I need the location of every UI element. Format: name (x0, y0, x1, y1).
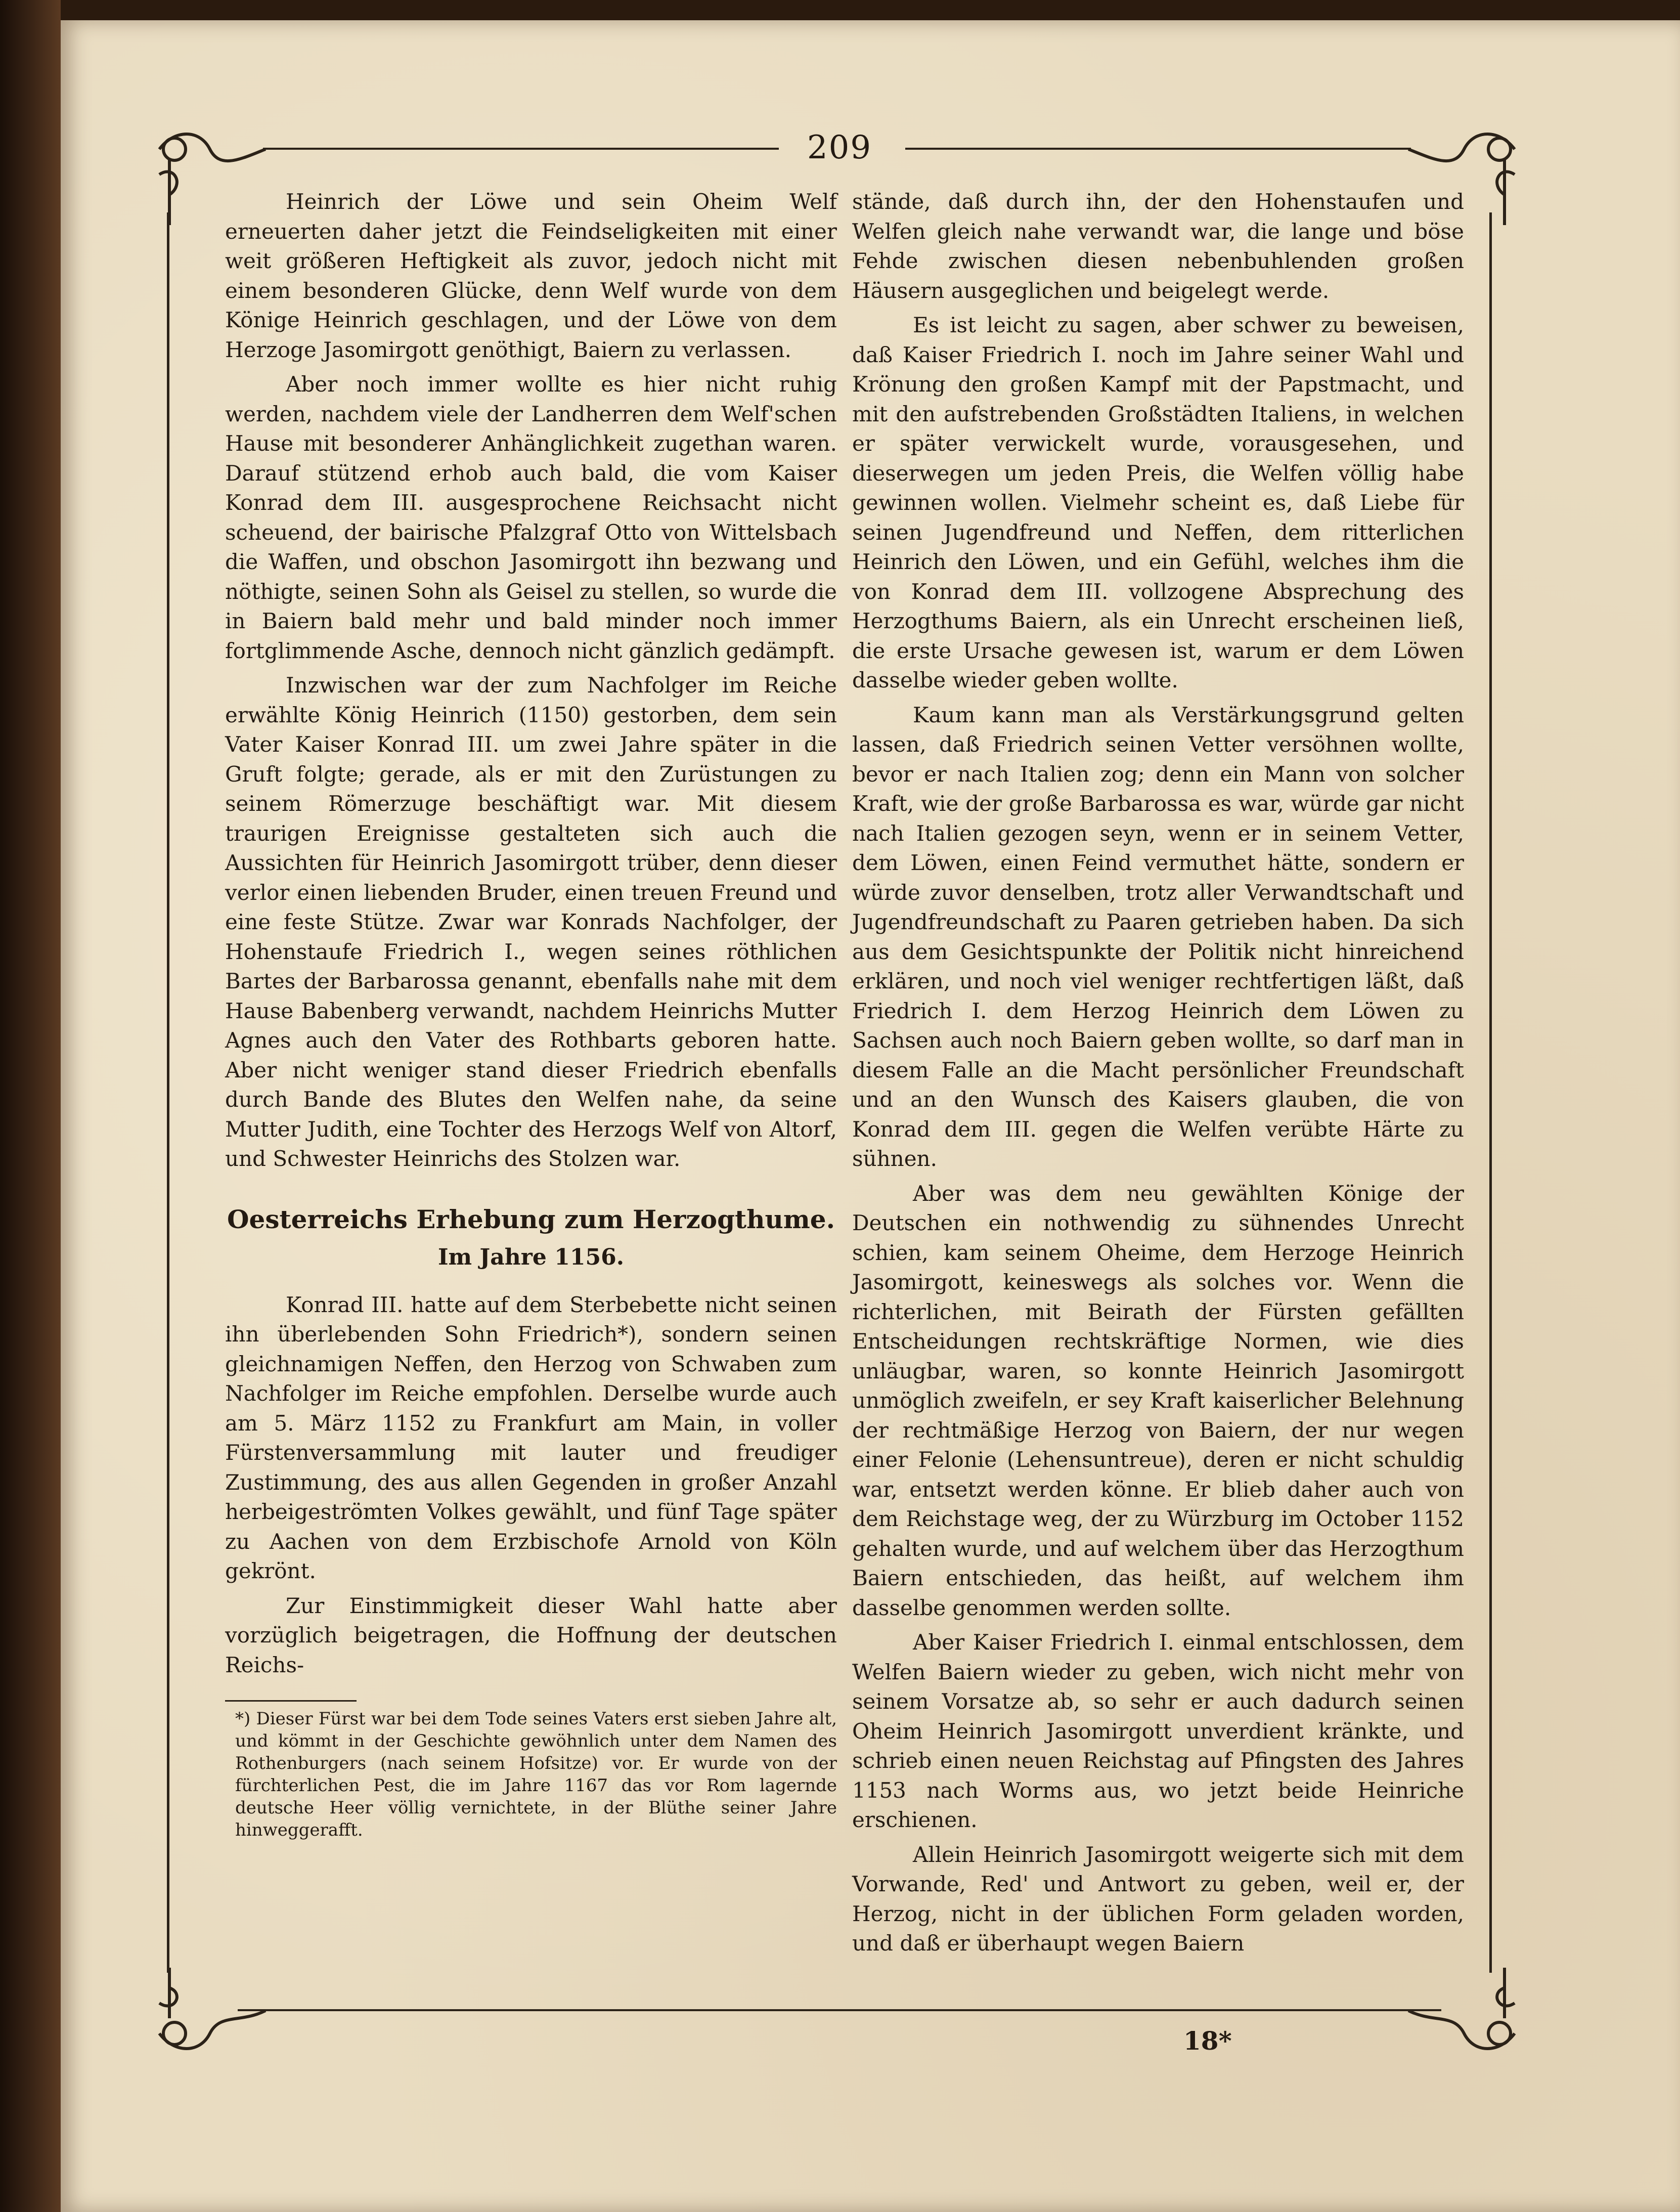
footnote-rule (225, 1700, 357, 1702)
right-paragraph-6: Allein Heinrich Jasomirgott weigerte sich mit dem Vorwande, Red' und Antwort zu geben, weil er, der Herzog, nicht in der üblichen Form geladen worden, und daß er überhaupt wegen Baiern (852, 1842, 1464, 1956)
page-number: 209 (807, 129, 872, 166)
left-paragraph-5: Zur Einstimmigkeit dieser Wahl hatte aber vorzüglich beigetragen, die Hoffnung der deutschen Reichs- (225, 1593, 837, 1677)
right-paragraph-3: Kaum kann man als Verstärkungsgrund gelten lassen, daß Friedrich seinen Vetter versöhnen wollte, bevor er nach Italien zog; denn ein Mann von solcher Kraft, wie der große Barbarossa es war, würde gar nicht nach Italien gezogen seyn, wenn er in seinem Vetter, dem Löwen, einen Feind vermuthet hätte, sondern er würde zuvor denselben, trotz aller Verwandtschaft und Jugendfreundschaft zu Paaren getrieben haben. Da sich aus dem Gesichtspunkte der Politik nicht hinreichend erklären, und noch viel weniger rechtfertigen läßt, daß Friedrich I. dem Herzog Heinrich dem Löwen zu Sachsen auch noch Baiern geben wollte, so darf man in diesem Falle an die Macht persönlicher Freundschaft und an den Wunsch des Kaisers glauben, die von Konrad dem III. gegen die Welfen verübte Härte zu sühnen. (852, 702, 1464, 1171)
left-paragraph-4: Konrad III. hatte auf dem Sterbebette nicht seinen ihn überlebenden Sohn Friedrich*), sondern seinen gleichnamigen Neffen, den Herzog von Schwaben zum Nachfolger im Reiche empfohlen. Derselbe wurde auch am 5. März 1152 zu Frankfurt am Main, in voller Fürstenversammlung mit lauter und freudiger Zustimmung, des aus allen Gegenden in großer Anzahl herbeigeströmten Volkes gewählt, und fünf Tage später zu Aachen von dem Erzbischofe Arnold von Köln gekrönt. (225, 1292, 837, 1583)
book-binding (0, 0, 61, 2212)
left-paragraph-3: Inzwischen war der zum Nachfolger im Reiche erwählte König Heinrich (1150) gestorben, dem sein Vater Kaiser Konrad III. um zwei Jahre später in die Gruft folgte; gerade, als er mit den Zurüstungen zu seinem Römerzuge beschäftigt war. Mit diesem traurigen Ereignisse gestalteten sich auch die Aussichten für Heinrich Jasomirgott trüber, denn dieser verlor einen liebenden Bruder, einen treuen Freund und eine feste Stütze. Zwar war Konrads Nachfolger, der Hohenstaufe Friedrich I., wegen seines röthlichen Bartes der Barbarossa genannt, ebenfalls nahe mit dem Hause Babenberg verwandt, nachdem Heinrichs Mutter Agnes auch den Vater des Rothbarts geboren hatte. Aber nicht weniger stand dieser Friedrich ebenfalls durch Bande des Blutes den Welfen nahe, da seine Mutter Judith, eine Tochter des Herzogs Welf von Altorf, und Schwester Heinrichs des Stolzen war. (225, 673, 837, 1171)
right-column (852, 187, 1464, 1964)
right-paragraph-2: Es ist leicht zu sagen, aber schwer zu beweisen, daß Kaiser Friedrich I. noch im Jahre seiner Wahl und Krönung den großen Kampf mit der Papstmacht, und mit den aufstrebenden Großstädten Italiens, in welchen er später verwickelt wurde, vorausgesehen, und dieserwegen um jeden Preis, die Welfen völlig habe gewinnen wollen. Vielmehr scheint es, daß Liebe für seinen Jugendfreund und Neffen, dem ritterlichen Heinrich den Löwen, und ein Gefühl, welches ihm die von Konrad dem III. vollzogene Absprechung des Herzogthums Baiern, als ein Unrecht erscheinen ließ, die erste Ursache gewesen ist, warum er dem Löwen dasselbe wieder geben wollte. (852, 313, 1464, 692)
frame-line-right (1489, 212, 1492, 1973)
right-paragraph-1: stände, daß durch ihn, der den Hohenstaufen und Welfen gleich nahe verwandt war, die lange und böse Fehde zwischen diesen nebenbuhlenden großen Häusern ausgeglichen und beigelegt werde. (852, 189, 1464, 303)
footer-rule-left (238, 2009, 1441, 2011)
left-column (225, 187, 837, 1841)
printer-signature: 18* (1183, 2026, 1232, 2056)
right-paragraph-4: Aber was dem neu gewählten Könige der Deutschen ein nothwendig zu sühnendes Unrecht schien, kam seinem Oheime, dem Herzoge Heinrich Jasomirgott, keineswegs als solches vor. Wenn die richterlichen, mit Beirath der Fürsten gefällten Entscheidungen rechtskräftige Normen, wie dies unläugbar, waren, so konnte Heinrich Jasomirgott unmöglich zweifeln, er sey Kraft kaiserlicher Belehnung der rechtmäßige Herzog von Baiern, der nur wegen einer Felonie (Lehensuntreue), deren er nicht schuldig war, entsetzt werden könne. Er blieb daher auch von dem Reichstage weg, der zu Würzburg im October 1152 gehalten wurde, und auf welchem über das Herzogthum Baiern entschieden, das heißt, auf welchem ihm dasselbe genommen werden sollte. (852, 1181, 1464, 1620)
scroll-ornament-bottom-right-icon (1403, 1963, 1520, 2054)
left-paragraph-1: Heinrich der Löwe und sein Oheim Welf erneuerten daher jetzt die Feindseligkeiten mit einer weit größeren Heftigkeit als zuvor, jedoch nicht mit einem besonderen Glücke, denn Welf wurde von dem Könige Heinrich geschlagen, und der Löwe von dem Herzoge Jasomirgott genöthigt, Baiern zu verlassen. (225, 189, 837, 362)
left-paragraph-2: Aber noch immer wollte es hier nicht ruhig werden, nachdem viele der Landherren dem Welf'schen Hause mit besonderer Anhänglichkeit zugethan waren. Darauf stützend erhob auch bald, die vom Kaiser Konrad dem III. ausgesprochene Reichsacht nicht scheuend, der bairische Pfalzgraf Otto von Wittelsbach die Waffen, und obschon Jasomirgott ihn bezwang und nöthigte, seinen Sohn als Geisel zu stellen, so wurde die in Baiern bald mehr und bald minder noch immer fortglimmende Asche, dennoch nicht gänzlich gedämpft. (225, 372, 837, 663)
section-title: Oesterreichs Erhebung zum Herzogthume. (227, 1204, 835, 1234)
header-rule-left (263, 148, 779, 150)
frame-line-left (167, 212, 169, 1973)
section-subtitle: Im Jahre 1156. (437, 1244, 625, 1270)
footnote: *) Dieser Fürst war bei dem Tode seines Vaters erst sieben Jahre alt, und kömmt in der Geschichte gewöhnlich unter dem Namen des Rothenburgers (nach seinem Hofsitze) vor. Er wurde von der fürchterlichen Pest, die im Jahre 1167 das vor Rom lagernde deutsche Heer völlig vernichtete, in der Blüthe seiner Jahre hinweggerafft. (235, 1709, 837, 1840)
header-rule-right (905, 148, 1411, 150)
right-paragraph-5: Aber Kaiser Friedrich I. einmal entschlossen, dem Welfen Baiern wieder zu geben, wich nicht mehr von seinem Vorsatze ab, so sehr er auch dadurch seinen Oheim Heinrich Jasomirgott unverdient kränkte, und schrieb einen neuen Reichstag auf Pfingsten des Jahres 1153 nach Worms aus, wo jetzt beide Heinriche erschienen. (852, 1630, 1464, 1832)
scroll-ornament-bottom-left-icon (154, 1963, 271, 2054)
